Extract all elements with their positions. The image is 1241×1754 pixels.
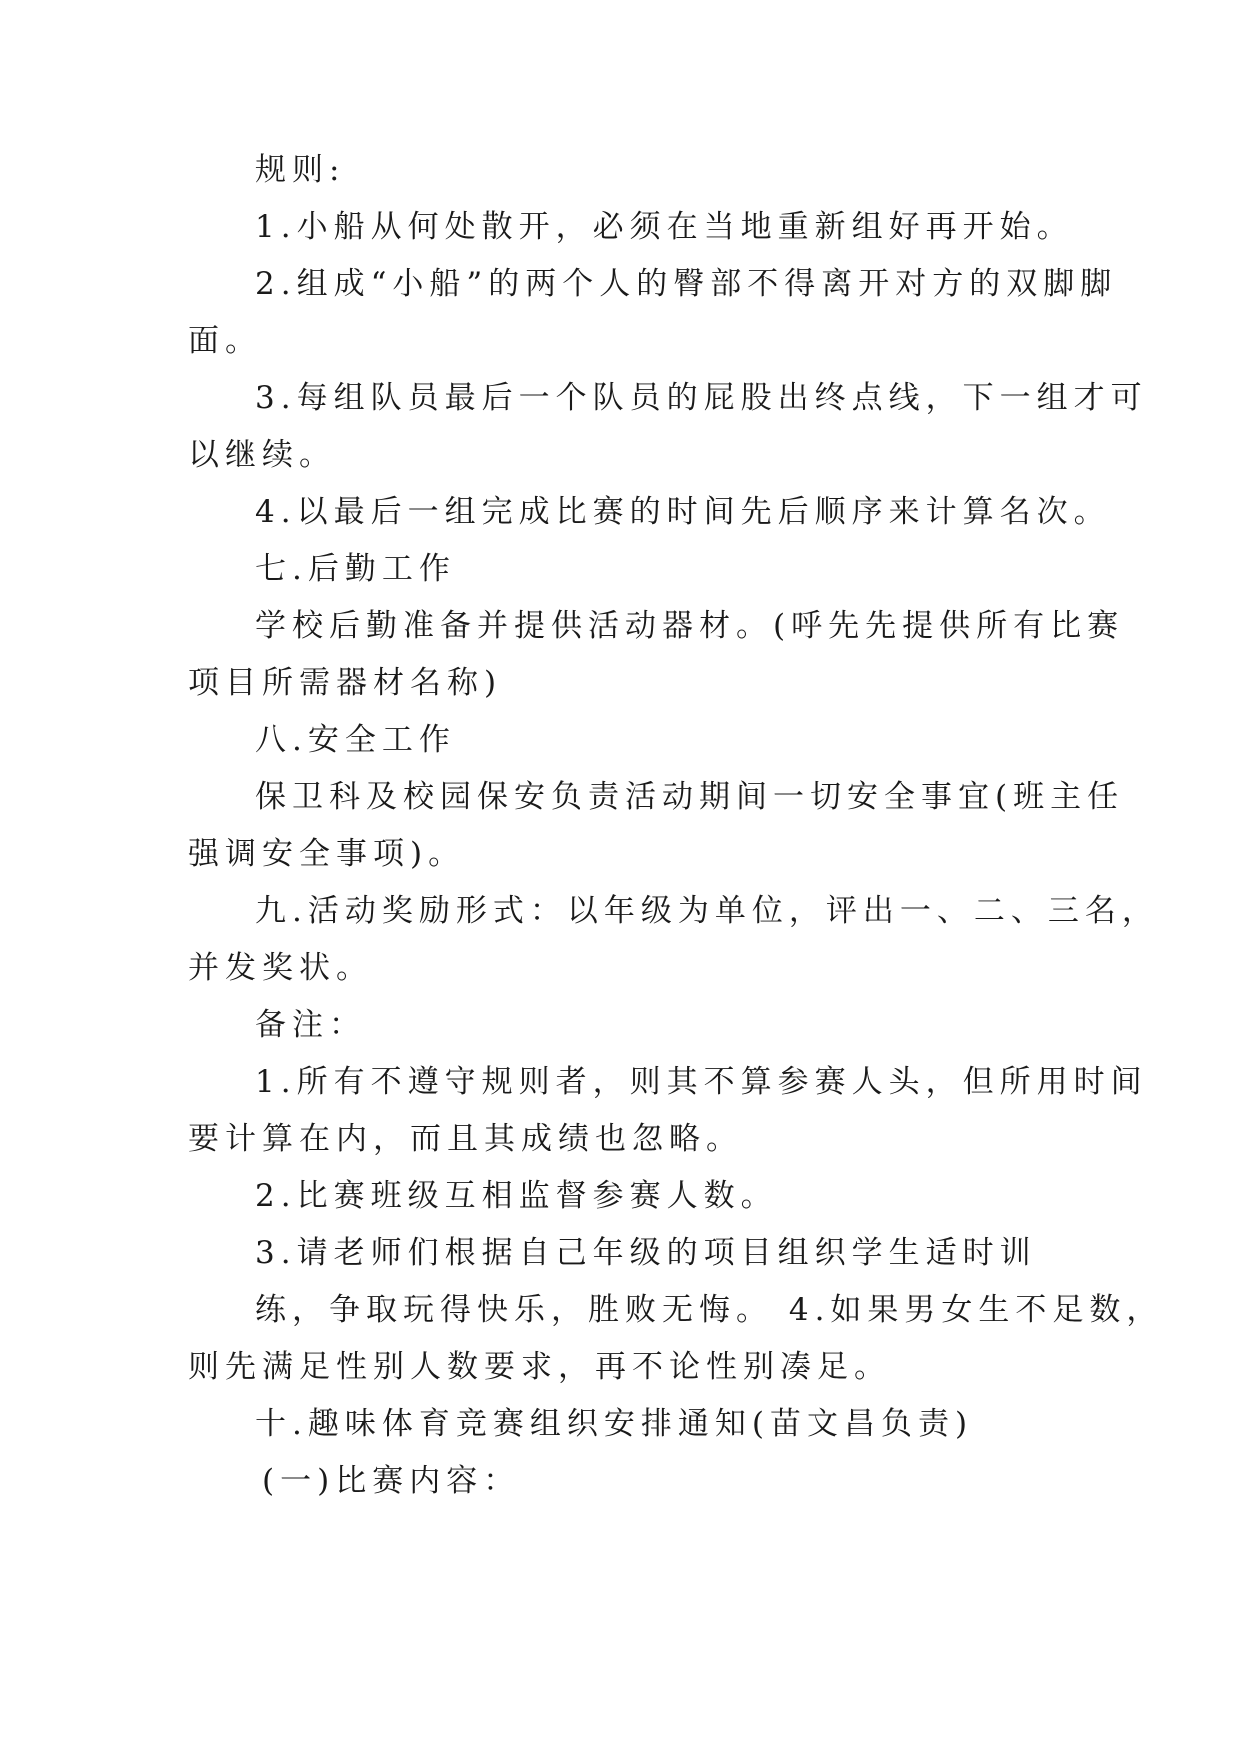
section-8-text-line-1: 保卫科及校园保安负责活动期间一切安全事宜(班主任: [255, 779, 1125, 815]
rule-3-line-2: 以继续。: [188, 437, 336, 473]
note-1-line-2: 要计算在内，而且其成绩也忽略。: [188, 1121, 743, 1157]
note-1-line-1: 1.所有不遵守规则者，则其不算参赛人头，但所用时间: [255, 1064, 1148, 1100]
section-7-heading: 七.后勤工作: [255, 551, 456, 587]
subsection-1-heading: (一)比赛内容：: [262, 1463, 521, 1499]
section-9-line-1: 九.活动奖励形式：以年级为单位，评出一、二、三名，: [255, 893, 1159, 929]
section-9-line-2: 并发奖状。: [188, 950, 373, 986]
rule-3-line-1: 3.每组队员最后一个队员的屁股出终点线，下一组才可: [255, 380, 1148, 416]
rules-heading: 规则:: [255, 152, 346, 188]
section-8-text-line-2: 强调安全事项)。: [188, 836, 466, 872]
note-3-4-line: 练，争取玩得快乐，胜败无悔。 4.如果男女生不足数，: [255, 1292, 1164, 1328]
section-7-text-line-1: 学校后勤准备并提供活动器材。(呼先先提供所有比赛: [255, 608, 1125, 644]
rule-1: 1.小船从何处散开，必须在当地重新组好再开始。: [255, 209, 1074, 245]
note-4-line-2: 则先满足性别人数要求，再不论性别凑足。: [188, 1349, 891, 1385]
rule-4: 4.以最后一组完成比赛的时间先后顺序来计算名次。: [255, 494, 1111, 530]
section-7-text-line-2: 项目所需器材名称): [188, 665, 503, 701]
rule-2-line-2: 面。: [188, 323, 262, 359]
note-2: 2.比赛班级互相监督参赛人数。: [255, 1178, 778, 1214]
note-3-line-1: 3.请老师们根据自己年级的项目组织学生适时训: [255, 1235, 1037, 1271]
rule-2-line-1: 2.组成“小船”的两个人的臀部不得离开对方的双脚脚: [255, 266, 1118, 302]
section-10-heading: 十.趣味体育竞赛组织安排通知(苗文昌负责): [255, 1406, 974, 1442]
section-8-heading: 八.安全工作: [255, 722, 456, 758]
notes-heading: 备注：: [255, 1007, 366, 1043]
